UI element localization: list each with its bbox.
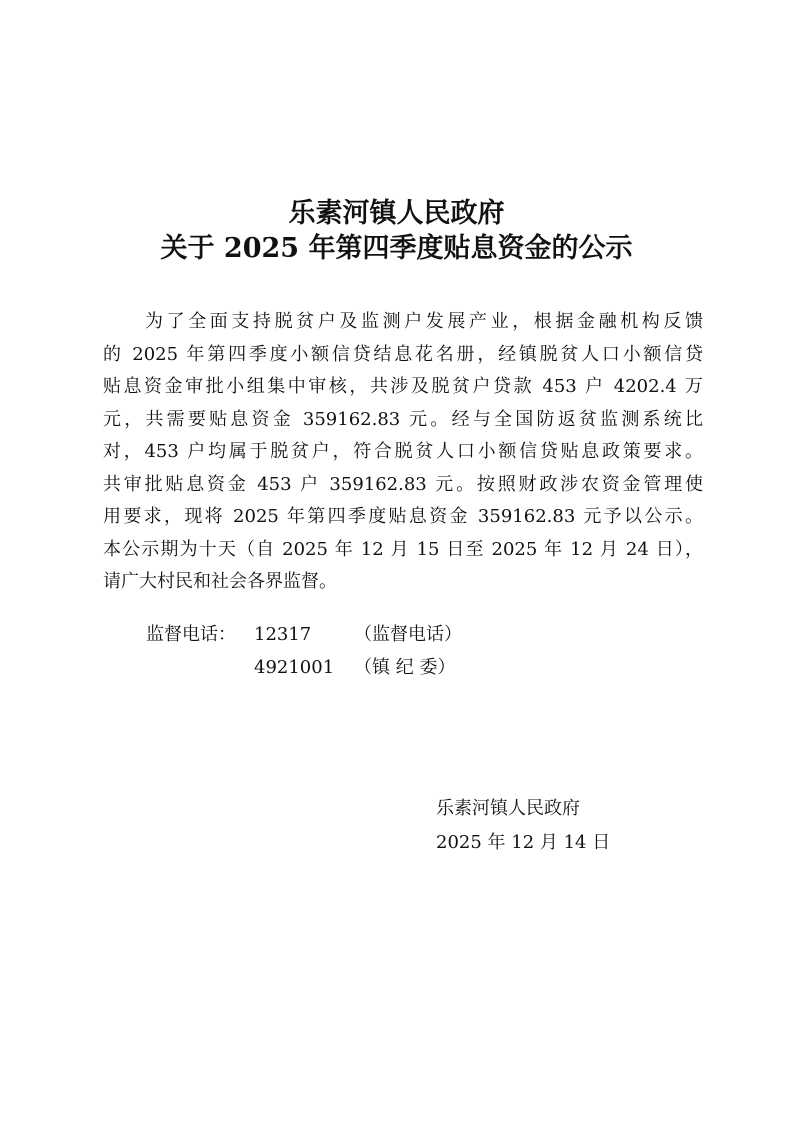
body-line-2: 的 2025 年第四季度小额信贷结息花名册，经镇脱贫人口小额信贷 bbox=[103, 343, 703, 365]
body-line-3: 贴息资金审批小组集中审核，共涉及脱贫户贷款 453 户 4202.4 万 bbox=[103, 376, 703, 397]
contact-phone-2-desc: （镇 纪 委） bbox=[354, 657, 456, 678]
contact-phone-1-desc: （监督电话） bbox=[354, 624, 462, 645]
document-title-line2: 关于 2025 年第四季度贴息资金的公示 bbox=[160, 233, 633, 264]
body-line-1: 为了全面支持脱贫户及监测户发展产业，根据金融机构反馈 bbox=[145, 311, 703, 332]
body-line-7: 用要求，现将 2025 年第四季度贴息资金 359162.83 元予以公示。 bbox=[103, 506, 703, 527]
signature-date: 2025 年 12 月 14 日 bbox=[436, 832, 611, 853]
body-paragraph bbox=[103, 306, 703, 599]
body-line-9: 请广大村民和社会各界监督。 bbox=[103, 571, 337, 592]
document-title-line1: 乐素河镇人民政府 bbox=[288, 198, 505, 229]
body-line-4: 元，共需要贴息资金 359162.83 元。经与全国防返贫监测系统比 bbox=[103, 408, 703, 430]
body-line-8: 本公示期为十天（自 2025 年 12 月 15 日至 2025 年 12 月 24 日）， bbox=[103, 538, 703, 560]
contact-phone-1: 12317 bbox=[254, 624, 312, 645]
body-line-6: 共审批贴息资金 453 户 359162.83 元。按照财政涉农资金管理使 bbox=[103, 473, 703, 495]
contact-label: 监督电话： bbox=[146, 624, 236, 645]
body-line-5: 对，453 户均属于脱贫户，符合脱贫人口小额信贷贴息政策要求。 bbox=[103, 441, 703, 462]
signature-org: 乐素河镇人民政府 bbox=[436, 798, 580, 819]
contact-phone-2: 4921001 bbox=[254, 657, 335, 678]
